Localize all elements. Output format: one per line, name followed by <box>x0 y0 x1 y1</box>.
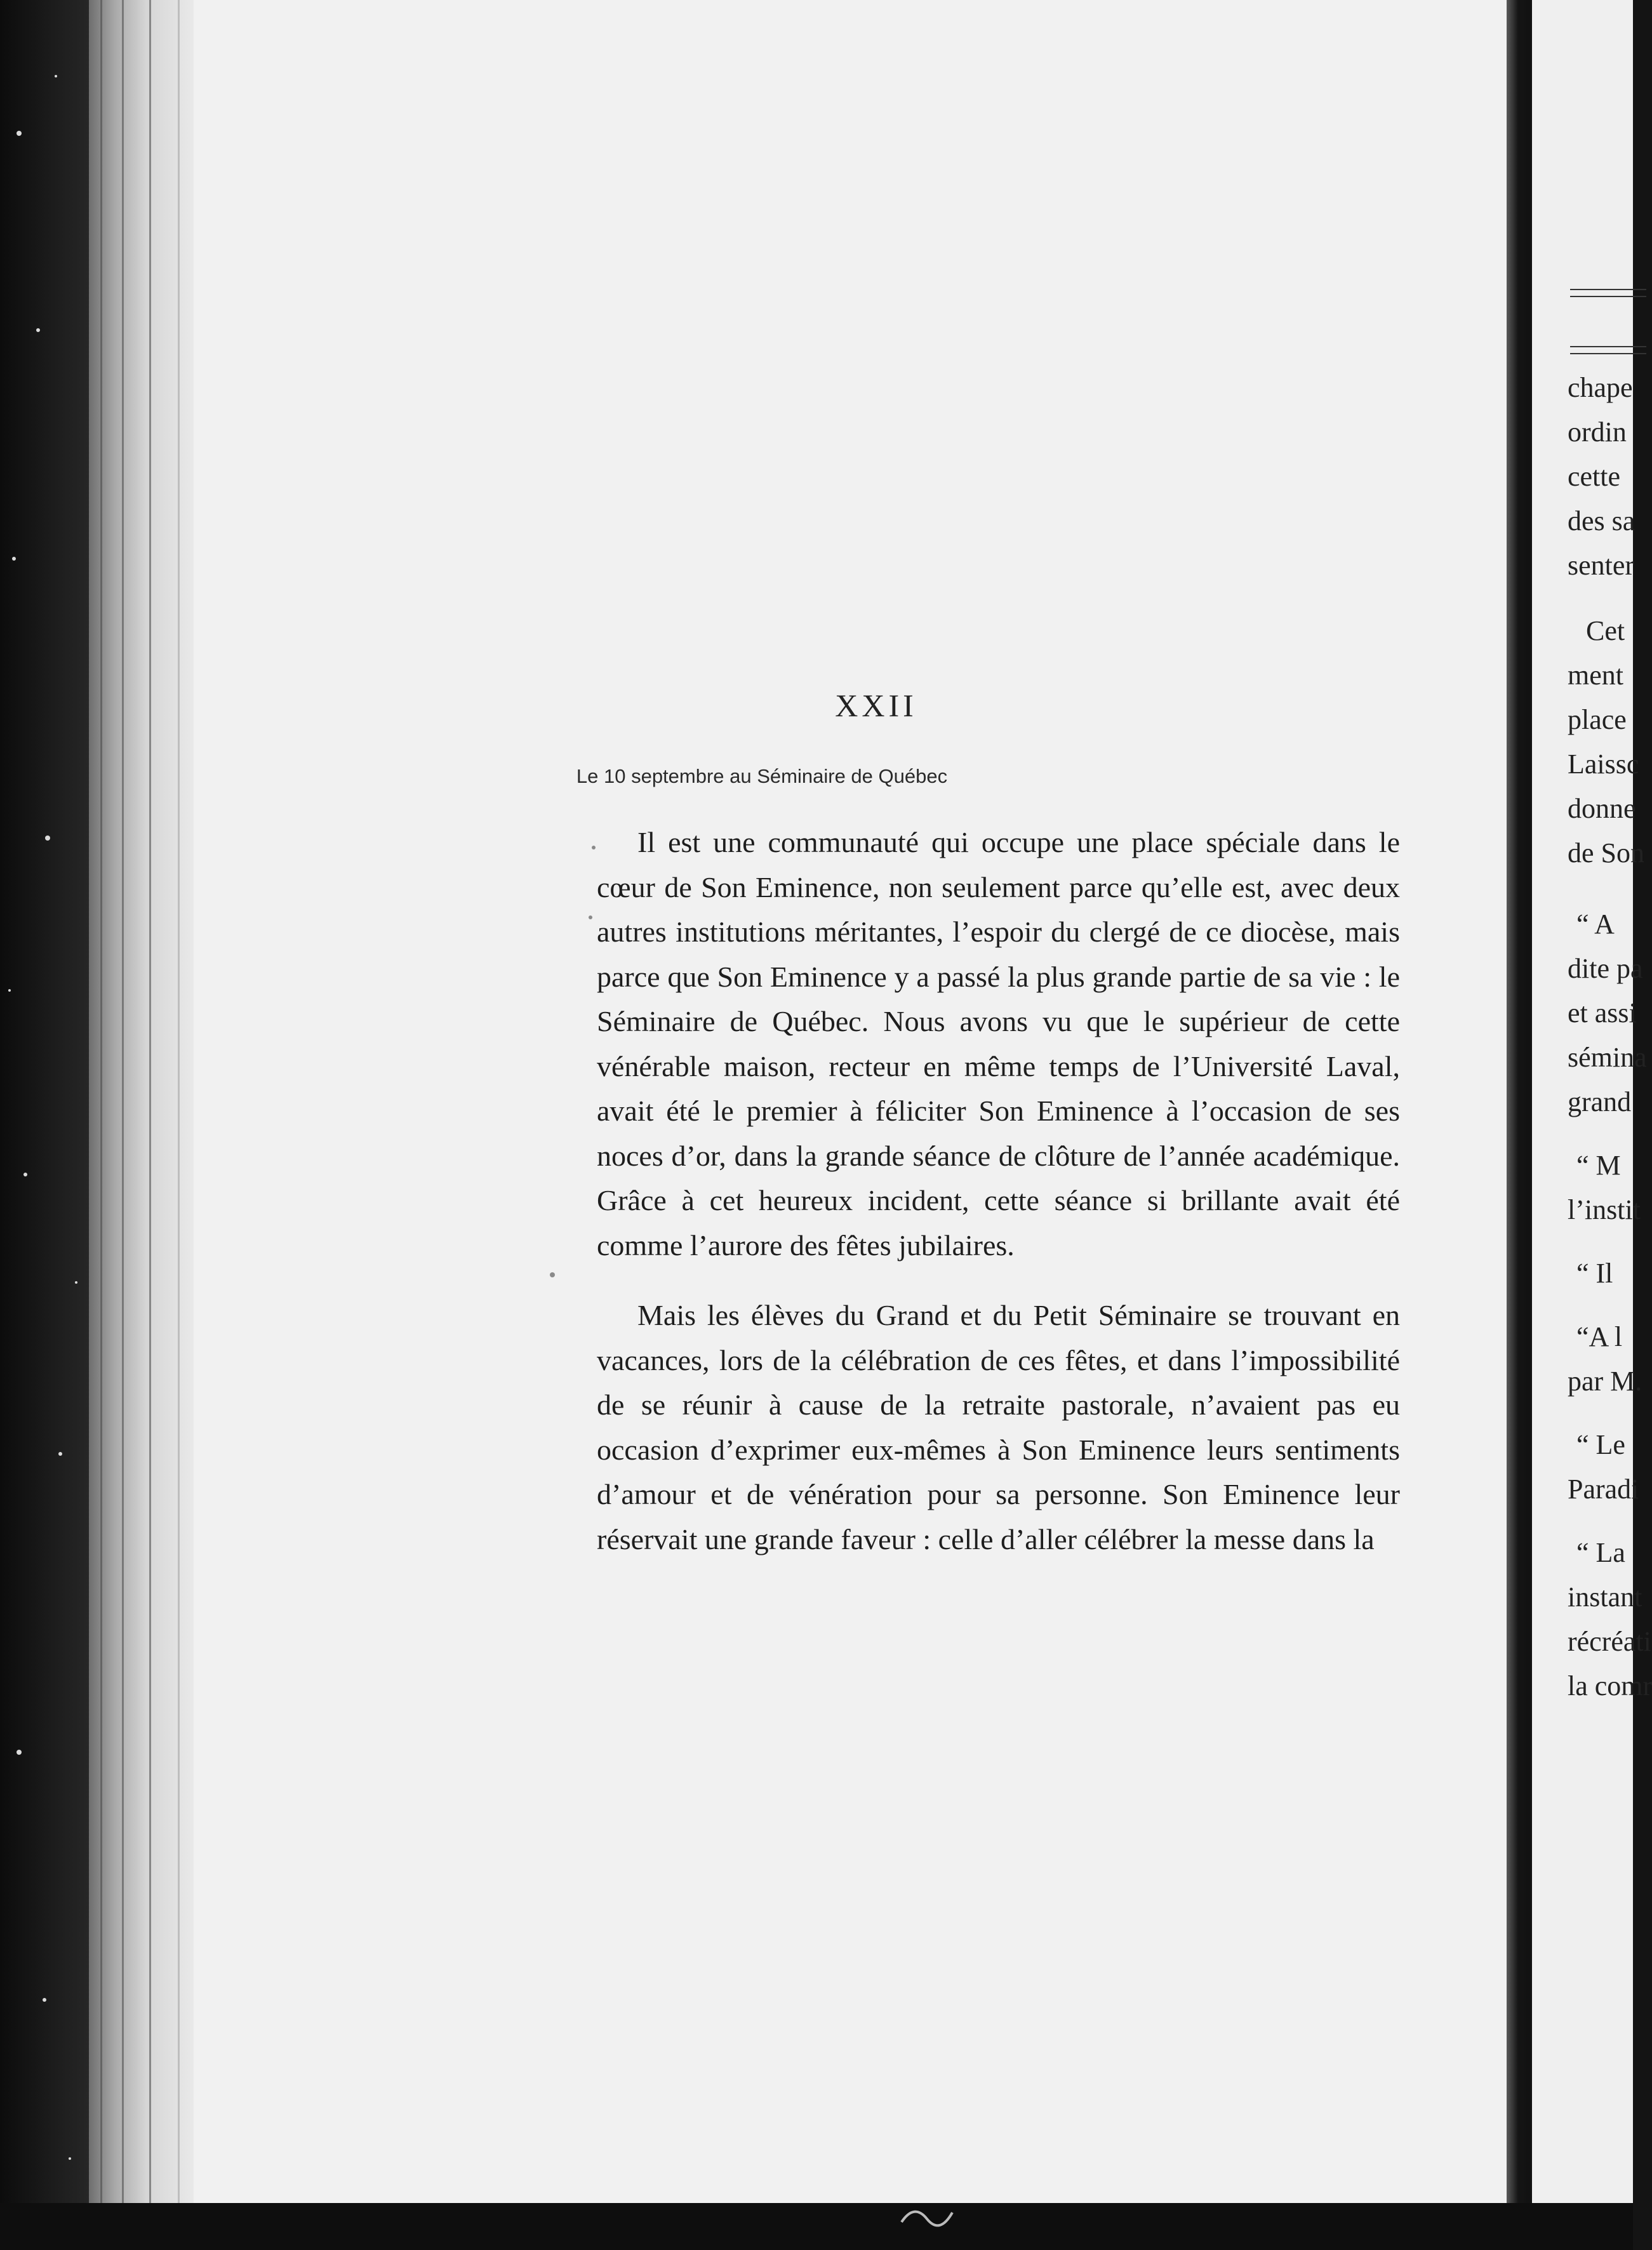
facing-page-fragment <box>1532 0 1652 2203</box>
facing-line: ordin <box>1568 416 1627 448</box>
facing-line: l’instit <box>1568 1194 1641 1225</box>
paragraph-1: Il est une communauté qui occupe une place spéciale dans le cœur de Son Eminence, non seulement parce qu’elle est, avec deux autres institutions méritantes, l’espoir du clergé de ce diocèse, mais parce que Son Eminence y a passé la plus grande partie de sa vie : le Séminaire de Québec. Nous avons vu que le supérieur de cette vénérable maison, recteur en même temps de l’Université Laval, avait été le premier à féliciter Son Eminence à l’occasion de ses noces d’or, dans la grande séance de clôture de l’année académique. Grâce à cet heureux incident, cette séance si brillante avait été comme l’aurore des fêtes jubilaires. <box>597 826 1400 1261</box>
facing-line: Cet <box>1586 615 1625 646</box>
facing-line: “A l <box>1576 1321 1623 1352</box>
body-text <box>597 820 1400 1562</box>
page-edge-stack <box>89 0 194 2203</box>
facing-line: par M. <box>1568 1366 1642 1397</box>
facing-line: “ Le <box>1576 1429 1625 1460</box>
header-rule-bottom <box>1570 346 1646 347</box>
facing-line: chape <box>1568 372 1633 403</box>
facing-line: de Son <box>1568 837 1644 869</box>
header-rule-top <box>1570 289 1646 290</box>
facing-line: dite pa <box>1568 953 1643 984</box>
scanner-background-bottom <box>0 2203 1633 2250</box>
facing-line: Laissc <box>1568 749 1639 780</box>
header-rule-bottom-2 <box>1570 353 1646 354</box>
facing-line: des sa <box>1568 505 1635 536</box>
facing-line: “ A <box>1576 909 1615 940</box>
facing-line: place <box>1568 704 1627 735</box>
facing-line: “ M <box>1576 1150 1621 1181</box>
chapter-number: XXII <box>835 688 917 723</box>
facing-line: sémina <box>1568 1042 1647 1073</box>
facing-line: “ Il <box>1576 1258 1613 1289</box>
facing-line: instant <box>1568 1581 1642 1613</box>
facing-line: Paradi <box>1568 1474 1639 1505</box>
facing-line: récréati <box>1568 1626 1651 1657</box>
scanner-background-left <box>0 0 89 2250</box>
paragraph-2: Mais les élèves du Grand et du Petit Séminaire se trouvant en vacances, lors de la célébration de ces fêtes, et dans l’impossibilité de se réunir à cause de la retraite pastorale, n’avaient pas eu occasion d’exprimer eux-mêmes à Son Eminence leurs sentiments d’amour et de vénération pour sa personne. Son Eminence leur réservait une grande faveur : celle d’aller célébrer la messe dans la <box>597 1299 1400 1555</box>
facing-line: senter <box>1568 550 1635 581</box>
chapter-title: Le 10 septembre au Séminaire de Québec <box>576 765 948 787</box>
facing-line: cette <box>1568 461 1621 492</box>
book-gutter <box>1507 0 1532 2203</box>
header-rule-top-2 <box>1570 296 1646 297</box>
facing-line: la comr <box>1568 1670 1652 1701</box>
facing-line: “ La <box>1576 1537 1625 1568</box>
facing-line: et assi <box>1568 997 1637 1028</box>
facing-line: donne <box>1568 793 1636 824</box>
facing-line: grand <box>1568 1086 1632 1117</box>
facing-line: ment <box>1568 660 1623 691</box>
